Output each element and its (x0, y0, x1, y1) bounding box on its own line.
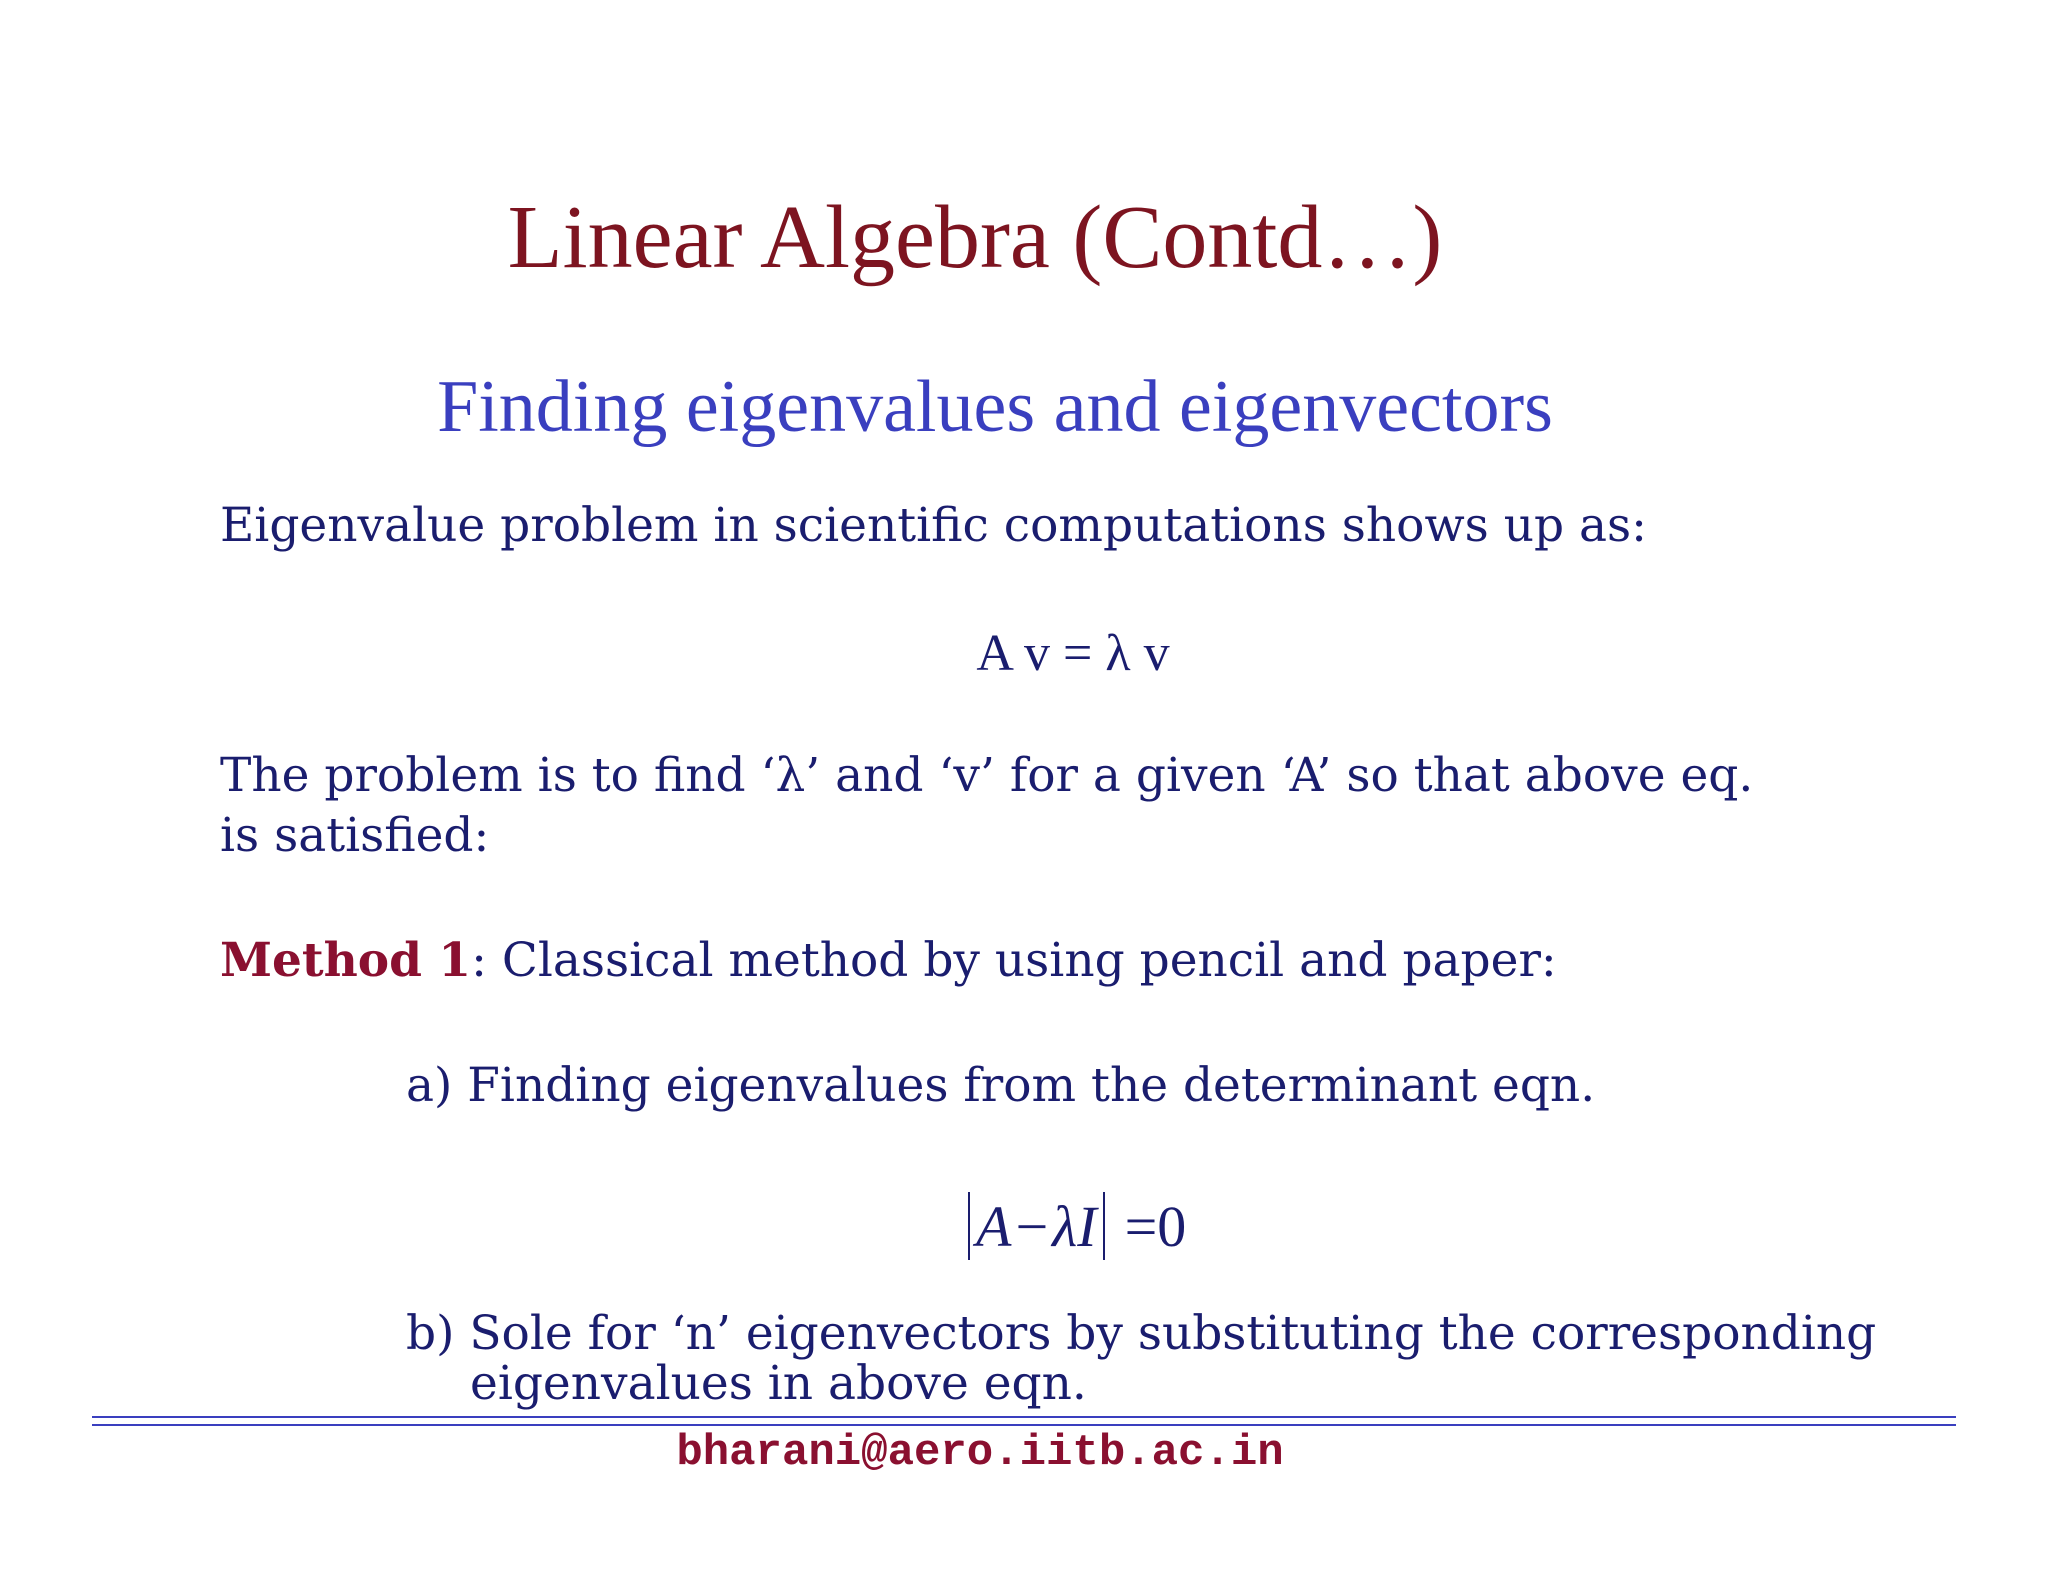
footer-rule-bottom (92, 1424, 1956, 1426)
step-b-line-2: eigenvalues in above eqn. (470, 1356, 1087, 1411)
slide-subtitle: Finding eigenvalues and eigenvectors (437, 366, 1553, 448)
method-1-line (220, 933, 1557, 989)
det-minus: − (1015, 1193, 1049, 1259)
footer-rule-top (92, 1416, 1956, 1418)
footer-email: bharani@aero.iitb.ac.in (676, 1428, 1284, 1478)
method-text: : Classical method by using pencil and paper: (471, 933, 1557, 988)
det-lambda-i: λI (1052, 1193, 1097, 1259)
determinant-equation (962, 1192, 1186, 1260)
step-a: a) Finding eigenvalues from the determinant eqn. (406, 1058, 1596, 1113)
det-equals: =0 (1124, 1193, 1187, 1259)
step-b-line-1: b) Sole for ‘n’ eigenvectors by substituting the corresponding (406, 1306, 1877, 1361)
intro-text: Eigenvalue problem in scientific computations shows up as: (220, 498, 1648, 553)
problem-line-1: The problem is to find ‘λ’ and ‘v’ for a given ‘A’ so that above eq. (220, 748, 1754, 803)
determinant-bar-left (968, 1192, 970, 1260)
problem-line-2: is satisfied: (220, 808, 490, 863)
determinant-bar-right (1103, 1192, 1105, 1260)
method-label: Method 1 (220, 933, 472, 988)
det-matrix: A (976, 1193, 1012, 1259)
eigen-equation: A v = λ v (976, 625, 1170, 682)
slide-title: Linear Algebra (Contd…) (507, 188, 1443, 287)
